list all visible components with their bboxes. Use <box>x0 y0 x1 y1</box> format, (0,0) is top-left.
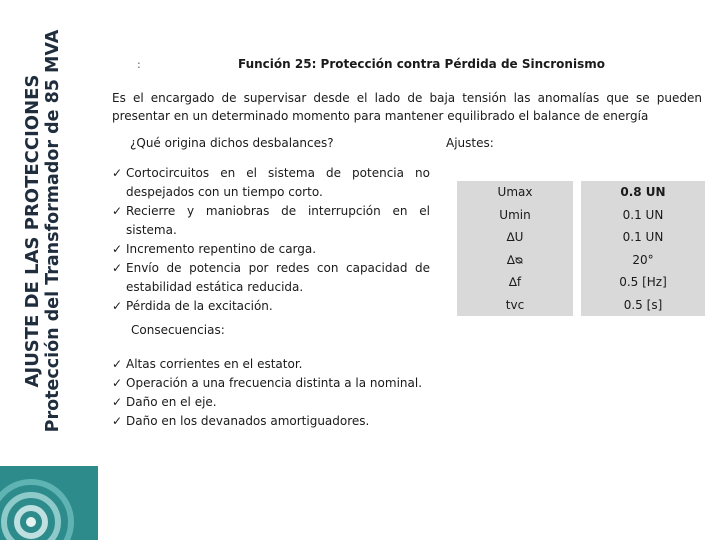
list-item: ✓ Incremento repentino de carga. <box>112 240 430 259</box>
page-title: Función 25: Protección contra Pérdida de Sincronismo <box>238 57 605 71</box>
settings-heading: Ajustes: <box>446 136 494 150</box>
consequences-heading: Consecuencias: <box>131 323 225 337</box>
setting-param: ∆U <box>457 226 573 249</box>
list-item: ✓ Envío de potencia por redes con capacidad de estabilidad estática reducida. <box>112 261 430 294</box>
checkmark-icon: ✓ <box>112 261 123 275</box>
checkmark-icon: ✓ <box>112 242 123 256</box>
sidebar-title-line2: Protección del Transformador de 85 MVA <box>43 29 63 433</box>
setting-param: Umin <box>457 204 573 227</box>
checkmark-icon: ✓ <box>112 357 123 371</box>
intro-paragraph: Es el encargado de supervisar desde el lado de baja tensión las anomalías que se pueden presentar en un determinado momento para mantener equilibrado el balance de energía <box>112 91 702 123</box>
sidebar-title <box>22 0 64 462</box>
setting-param: Umax <box>457 181 573 204</box>
list-item: ✓ Operación a una frecuencia distinta a la nominal. <box>112 374 472 393</box>
checkmark-icon: ✓ <box>112 166 123 180</box>
checkmark-icon: ✓ <box>112 376 123 390</box>
table-row <box>457 294 705 317</box>
checkmark-icon: ✓ <box>112 204 123 218</box>
causes-heading: ¿Qué origina dichos desbalances? <box>130 136 334 150</box>
checkmark-icon: ✓ <box>112 414 123 428</box>
list-item: ✓ Daño en los devanados amortiguadores. <box>112 412 472 431</box>
checkmark-icon: ✓ <box>112 395 123 409</box>
table-row <box>457 271 705 294</box>
setting-param: ∆ᴓ <box>457 249 573 272</box>
list-item: ✓ Recierre y maniobras de interrupción en el sistema. <box>112 204 430 237</box>
table-row <box>457 204 705 227</box>
settings-table <box>457 181 705 316</box>
logo-block <box>0 475 98 540</box>
list-item: ✓ Pérdida de la excitación. <box>112 297 430 316</box>
list-item: ✓ Cortocircuitos en el sistema de potencia no despejados con un tiempo corto. <box>112 166 430 199</box>
consequences-list <box>112 355 472 431</box>
setting-value: 20° <box>581 249 705 272</box>
checkmark-icon: ✓ <box>112 299 123 313</box>
accent-strip <box>0 466 98 475</box>
table-row <box>457 226 705 249</box>
table-row <box>457 249 705 272</box>
setting-value: 0.8 UN <box>581 181 705 204</box>
sidebar <box>0 0 98 540</box>
setting-value: 0.5 [Hz] <box>581 271 705 294</box>
header-mark: : <box>137 58 141 71</box>
setting-value: 0.1 UN <box>581 204 705 227</box>
list-item: ✓ Daño en el eje. <box>112 393 472 412</box>
setting-value: 0.1 UN <box>581 226 705 249</box>
table-row <box>457 181 705 204</box>
setting-param: tvc <box>457 294 573 317</box>
causes-list <box>112 164 430 316</box>
setting-value: 0.5 [s] <box>581 294 705 317</box>
concentric-circles-icon <box>0 477 76 540</box>
sidebar-title-line1: AJUSTE DE LAS PROTECCIONES <box>22 74 43 388</box>
list-item: ✓ Altas corrientes en el estator. <box>112 355 472 374</box>
setting-param: ∆f <box>457 271 573 294</box>
